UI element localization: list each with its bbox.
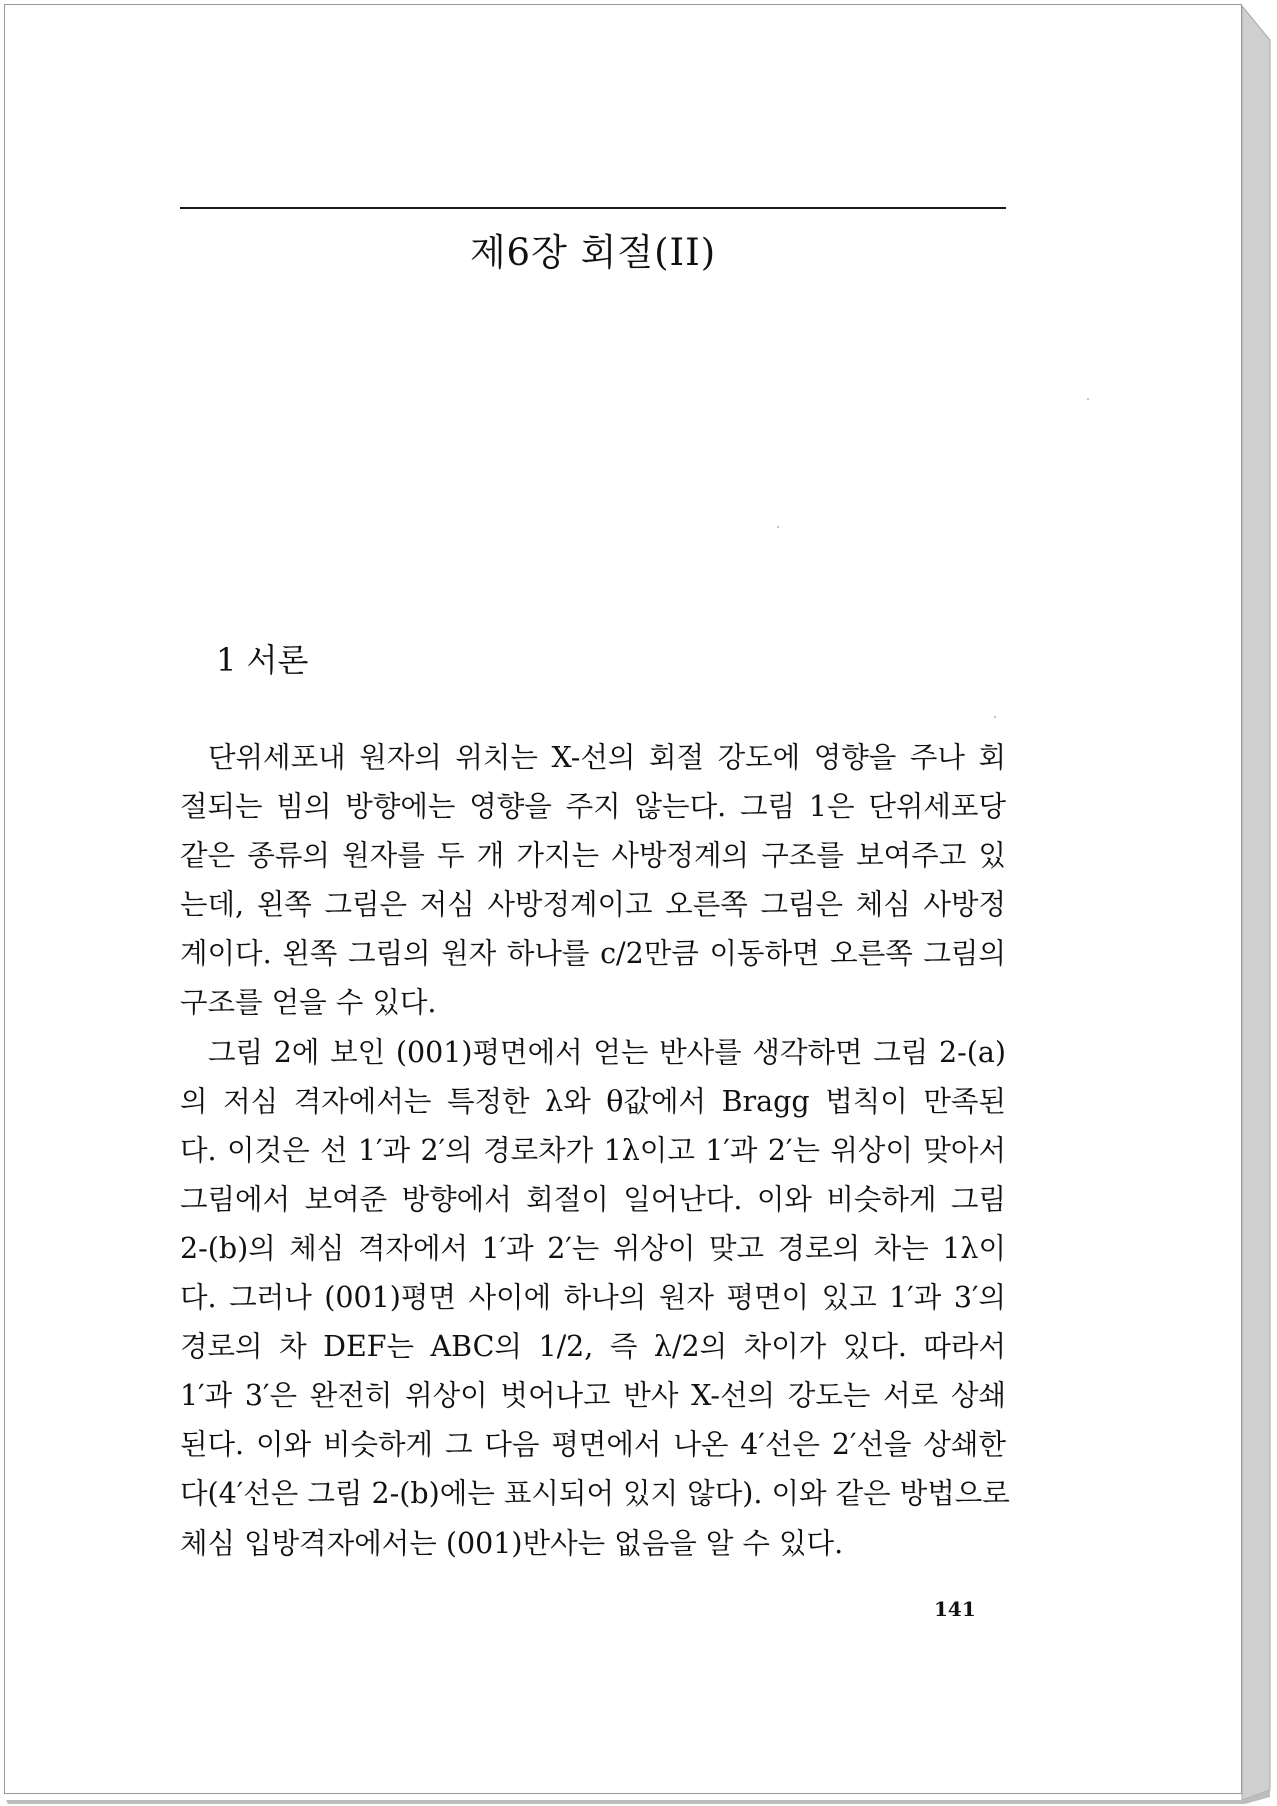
body-line: 된다. 이와 비슷하게 그 다음 평면에서 나온 4′선은 2′선을 상쇄한 — [180, 1428, 1006, 1462]
body-line: 그림 2에 보인 (001)평면에서 얻는 반사를 생각하면 그림 2-(a) — [208, 1035, 1006, 1069]
scan-speck — [994, 716, 996, 718]
scan-speck — [1087, 398, 1089, 400]
body-line: 계이다. 왼쪽 그림의 원자 하나를 c/2만큼 이동하면 오른쪽 그림의 — [180, 937, 1006, 971]
body-line: 는데, 왼쪽 그림은 저심 사방정계이고 오른쪽 그림은 체심 사방정 — [180, 888, 1006, 922]
body-line: 의 저심 격자에서는 특정한 λ와 θ값에서 Bragg 법칙이 만족된 — [180, 1084, 1006, 1118]
body-line: 경로의 차 DEF는 ABC의 1/2, 즉 λ/2의 차이가 있다. 따라서 — [180, 1330, 1006, 1364]
chapter-title-rule — [180, 207, 1006, 209]
body-line: 다(4′선은 그림 2-(b)에는 표시되어 있지 않다). 이와 같은 방법으로 — [180, 1477, 1010, 1511]
page-edge-side — [1242, 6, 1270, 1800]
page-number: 141 — [934, 1597, 976, 1621]
scan-speck — [777, 526, 779, 528]
body-line: 구조를 얻을 수 있다. — [180, 986, 437, 1020]
section-heading: 1 서론 — [216, 641, 309, 679]
chapter-title: 제6장 회절(II) — [469, 231, 717, 274]
body-line: 2-(b)의 체심 격자에서 1′과 2′는 위상이 맞고 경로의 차는 1λ이 — [180, 1231, 1006, 1265]
body-line: 체심 입방격자에서는 (001)반사는 없음을 알 수 있다. — [180, 1526, 844, 1560]
body-line: 1′과 3′은 완전히 위상이 벗어나고 반사 X-선의 강도는 서로 상쇄 — [180, 1379, 1006, 1413]
body-line: 다. 이것은 선 1′과 2′의 경로차가 1λ이고 1′과 2′는 위상이 맞아서 — [180, 1133, 1006, 1167]
body-line: 같은 종류의 원자를 두 개 가지는 사방정계의 구조를 보여주고 있 — [180, 839, 1006, 873]
body-line: 그림에서 보여준 방향에서 회절이 일어난다. 이와 비슷하게 그림 — [180, 1182, 1006, 1216]
body-line: 단위세포내 원자의 위치는 X-선의 회절 강도에 영향을 주나 회 — [208, 741, 1006, 774]
body-line: 절되는 빔의 방향에는 영향을 주지 않는다. 그림 1은 단위세포당 — [180, 790, 1006, 824]
body-line: 다. 그러나 (001)평면 사이에 하나의 원자 평면이 있고 1′과 3′의 — [180, 1281, 1006, 1315]
body-text — [180, 733, 1010, 1568]
